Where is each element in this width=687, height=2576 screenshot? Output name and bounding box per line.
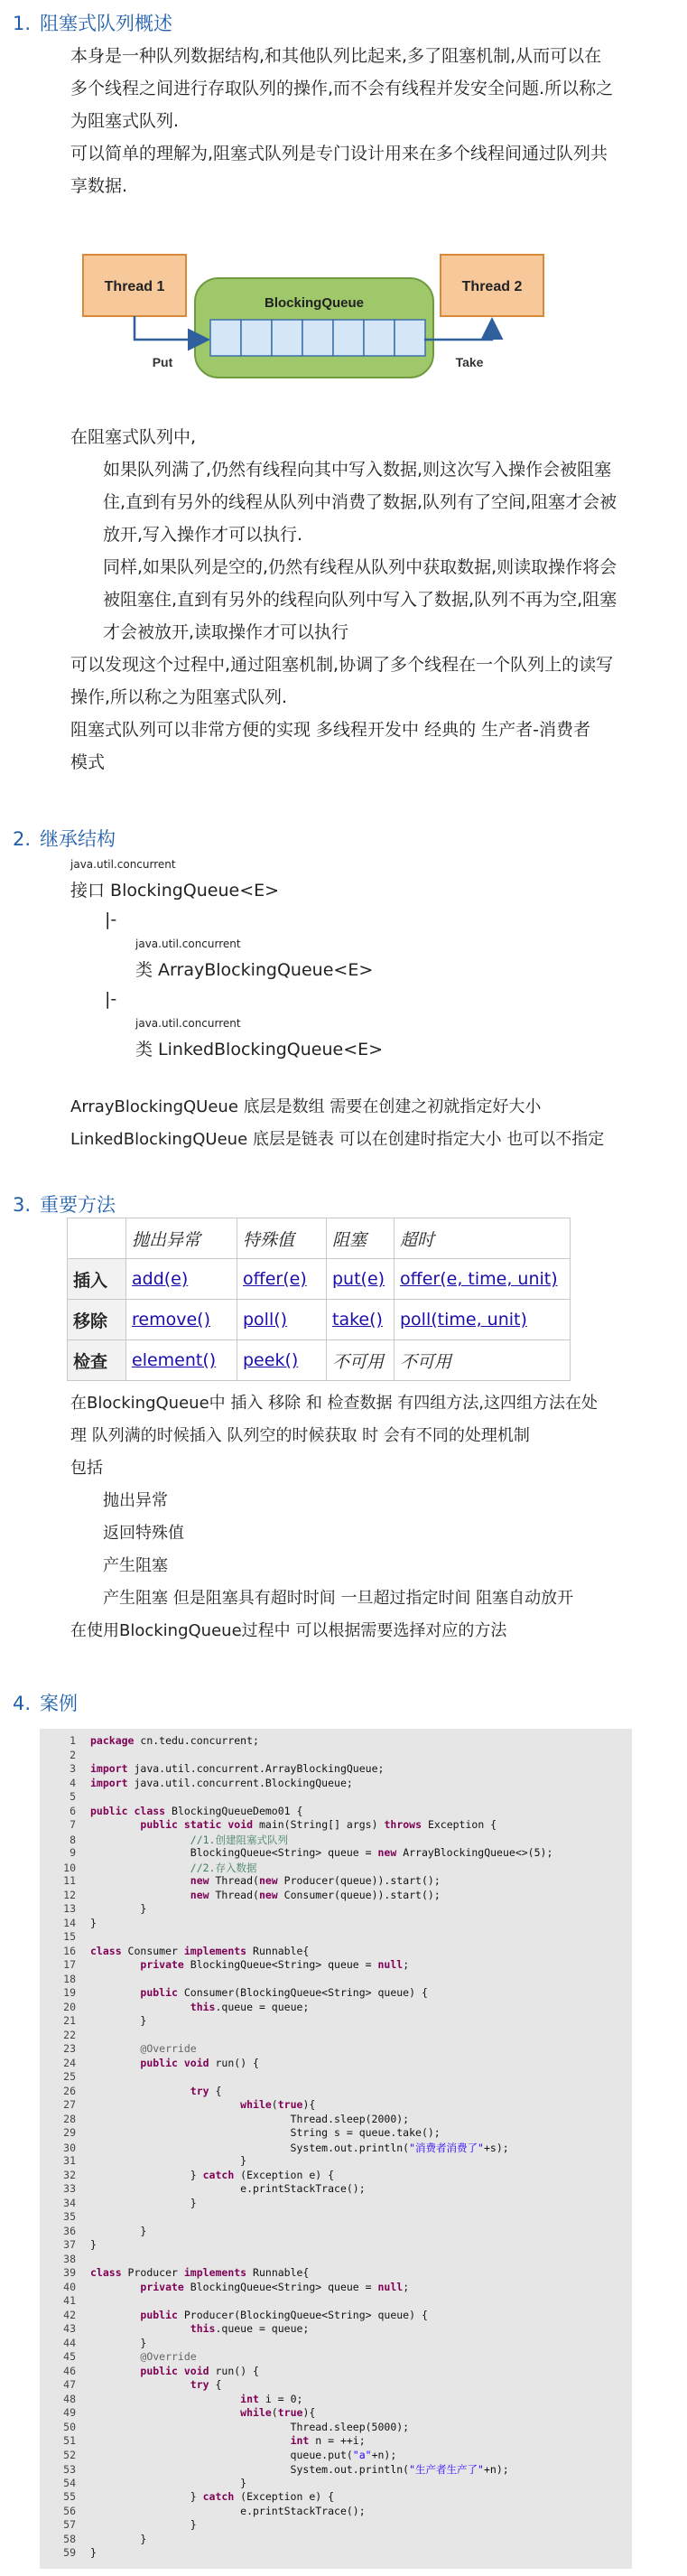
code-line: 8 //1.创建阻塞式队列 [70,1833,288,1846]
code-line: 21 } [63,2014,147,2027]
code-line: 4 import java.util.concurrent.BlockingQueue; [70,1776,353,1789]
paragraph: 在使用BlockingQueue过程中 可以根据需要选择对应的方法 [70,1621,507,1640]
package-label: java.util.concurrent [70,858,176,871]
section-heading-1: 1. 阻塞式队列概述 [13,13,172,34]
unavailable-cell: 不可用 [395,1340,571,1381]
code-line: 6 public class BlockingQueueDemo01 { [70,1804,303,1817]
header-cell: 超时 [395,1218,571,1259]
take-label: Take [455,355,484,369]
code-line: 13 } [63,1902,147,1915]
code-line: 12 new Thread(new Consumer(queue)).start(); [63,1888,441,1901]
code-line: 14 } [63,1916,97,1929]
code-line: 58 } [63,2532,147,2545]
code-line: 41 [63,2294,76,2307]
method-link-poll-timeout[interactable]: poll(time, unit) [400,1310,527,1330]
code-line: 28 Thread.sleep(2000); [63,2112,410,2125]
header-cell: 特殊值 [237,1218,327,1259]
code-line: 49 while(true){ [63,2406,316,2419]
queue-cells [210,320,425,356]
put-label: Put [152,355,173,369]
unavailable-cell: 不可用 [327,1340,395,1381]
code-line: 34 } [63,2196,197,2209]
code-line: 57 } [63,2518,197,2531]
code-line: 19 public Consumer(BlockingQueue<String> queue) { [63,1986,428,1999]
code-line: 45 @Override [63,2350,197,2363]
table-row [68,1300,571,1340]
thread1-label: Thread 1 [104,279,165,294]
code-line: 27 while(true){ [63,2098,316,2111]
code-line: 47 try { [63,2378,222,2391]
code-line: 46 public void run() { [63,2364,259,2377]
code-line: 37 } [63,2238,97,2251]
summary-text: 可以发现这个过程中,通过阻塞机制,协调了多个线程在一个队列上的读写 操作,所以称之为阻塞式队列. 阻塞式队列可以非常方便的实现 多线程开发中 经典的 生产者-消费者 模式 [70,655,614,772]
code-line: 52 queue.put("a"+n); [63,2448,397,2461]
row-label: 检查 [68,1340,126,1381]
method-link-poll[interactable]: poll() [243,1310,288,1330]
code-line: 40 private BlockingQueue<String> queue = null; [63,2280,410,2293]
method-link-element[interactable]: element() [132,1350,217,1370]
paragraph: 在阻塞式队列中, [70,427,197,447]
blocking-queue-diagram [70,242,558,387]
table-header-row [68,1218,571,1259]
inherit-bar: |- [105,989,117,1009]
section-heading-4: 4. 案例 [13,1693,78,1714]
code-line: 10 //2.存入数据 [63,1861,257,1874]
method-link-offer[interactable]: offer(e) [243,1269,307,1289]
code-line: 51 int n = ++i; [63,2434,366,2447]
code-line: 7 public static void main(String[] args) throws Exception { [70,1818,497,1831]
code-line: 33 e.printStackTrace(); [63,2182,366,2195]
code-line: 5 [70,1790,76,1803]
methods-table [67,1218,571,1381]
code-line: 30 System.out.println("消费者消费了"+s); [63,2141,509,2154]
section-heading-2: 2. 继承结构 [13,828,116,850]
code-line: 11 new Thread(new Producer(queue)).start(); [63,1874,441,1887]
code-line: 29 String s = queue.take(); [63,2126,441,2139]
methods-explanation: 在BlockingQueue中 插入 移除 和 检查数据 有四组方法,这四组方法在处 理 队列满的时候插入 队列空的时候获取 时 会有不同的处理机制 包括 [70,1394,598,1478]
code-line: 23 @Override [63,2042,197,2055]
row-label: 插入 [68,1259,126,1300]
methods-list: 抛出异常 返回特殊值 产生阻塞 产生阻塞 但是阻塞具有超时时间 一旦超过指定时间 阻塞自动放开 [103,1491,574,1608]
code-line: 48 int i = 0; [63,2392,303,2405]
header-cell: 阻塞 [327,1218,395,1259]
code-line: 2 [70,1748,76,1761]
header-cell: 抛出异常 [126,1218,237,1259]
code-line: 39 class Producer implements Runnable{ [63,2266,310,2279]
code-line: 44 } [63,2336,147,2349]
code-line: 38 [63,2252,76,2265]
method-link-take[interactable]: take() [332,1310,383,1330]
code-line: 26 try { [63,2084,222,2097]
code-line: 24 public void run() { [63,2056,259,2069]
take-arrow [424,322,492,340]
code-line: 54 } [63,2476,247,2489]
package-label: java.util.concurrent [135,1017,241,1030]
code-line: 36 } [63,2224,147,2237]
code-line: 55 } catch (Exception e) { [63,2490,335,2503]
code-line: 53 System.out.println("生产者生产了"+n); [63,2463,509,2476]
code-line: 22 [63,2028,76,2041]
code-line: 59 } [63,2546,97,2559]
code-line: 25 [63,2070,76,2083]
code-line: 56 e.printStackTrace(); [63,2504,366,2517]
method-link-add[interactable]: add(e) [132,1269,189,1289]
code-line: 18 [63,1972,76,1985]
class-name: 类 LinkedBlockingQueue<E> [135,1040,384,1059]
code-line: 15 [63,1930,76,1943]
method-link-peek[interactable]: peek() [243,1350,299,1370]
code-line: 35 [63,2210,76,2223]
code-line: 31 } [63,2154,247,2167]
code-line: 20 this.queue = queue; [63,2000,310,2013]
code-block [40,1729,632,2569]
overview-text: 本身是一种队列数据结构,和其他队列比起来,多了阻塞机制,从而可以在 多个线程之间进行存取队列的操作,而不会有线程并发安全问题.所以称之 为阻塞式队列. 可以简单的理解为,阻塞式队列是专门设计用来在多个线程间通过队列共 享数据. [70,46,614,196]
thread2-label: Thread 2 [461,279,523,294]
note-linked: LinkedBlockingQUeue 底层是链表 可以在创建时指定大小 也可以不指定 [70,1130,605,1149]
code-line: 50 Thread.sleep(5000); [63,2420,410,2433]
interface-name: 接口 BlockingQueue<E> [70,881,280,901]
header-cell [68,1218,126,1259]
method-link-put[interactable]: put(e) [332,1269,385,1289]
section-heading-3: 3. 重要方法 [13,1194,116,1216]
code-line: 3 import java.util.concurrent.ArrayBlockingQueue; [70,1762,385,1775]
code-line: 17 private BlockingQueue<String> queue = null; [63,1958,410,1971]
code-line: 1 package cn.tedu.concurrent; [70,1734,259,1747]
note-array: ArrayBlockingQUeue 底层是数组 需要在创建之初就指定好大小 [70,1097,542,1116]
table-row [68,1340,571,1381]
code-line: 16 class Consumer implements Runnable{ [63,1944,310,1957]
package-label: java.util.concurrent [135,938,241,950]
queue-label: BlockingQueue [264,295,365,311]
class-name: 类 ArrayBlockingQueue<E> [135,960,374,980]
row-label: 移除 [68,1300,126,1340]
method-link-remove[interactable]: remove() [132,1310,210,1330]
table-row [68,1259,571,1300]
code-line: 32 } catch (Exception e) { [63,2168,335,2181]
code-line: 43 this.queue = queue; [63,2322,310,2335]
inherit-bar: |- [105,910,117,929]
code-line: 9 BlockingQueue<String> queue = new ArrayBlockingQueue<>(5); [70,1846,553,1859]
blocking-explanation: 如果队列满了,仍然有线程向其中写入数据,则这次写入操作会被阻塞 住,直到有另外的线程从队列中消费了数据,队列有了空间,阻塞才会被 放开,写入操作才可以执行. 同样,如果队列是空的,仍然有线程从队列中获取数据,则读取操作将会 被阻塞住,直到有另外的线程向队列中写入了数据,队列不再为空,阻塞 才会被放开,读取操作才可以执行 [103,460,617,642]
code-line: 42 public Producer(BlockingQueue<String> queue) { [63,2308,428,2321]
method-link-offer-timeout[interactable]: offer(e, time, unit) [400,1269,558,1289]
